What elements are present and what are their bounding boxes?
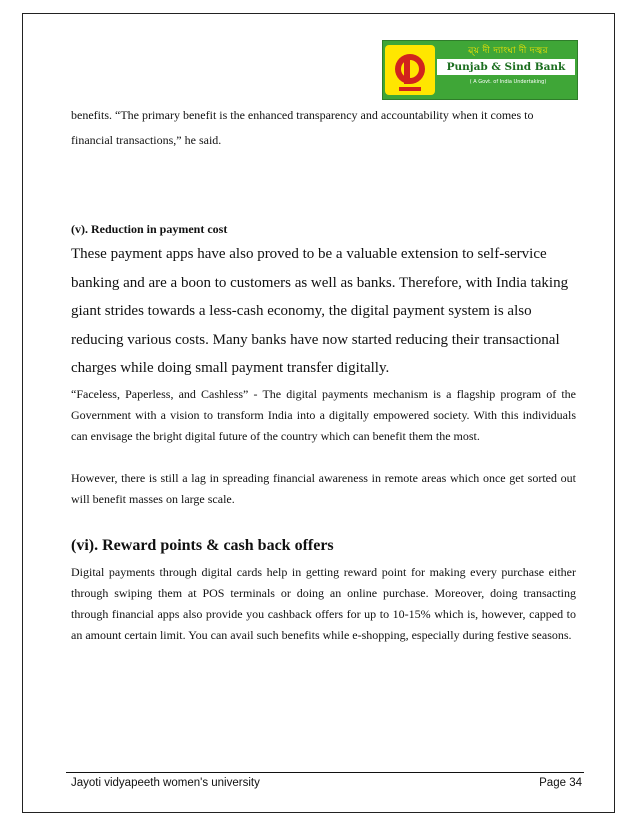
footer-page-number: Page 34	[539, 777, 582, 789]
bank-emblem-icon	[385, 45, 435, 95]
section-v-body: These payment apps have also proved to be a valuable extension to self-service banking and are a boon to customers as well as banks. Therefore, with India taking giant strides towards a less-cash economy, the digital payment system is also reducing various costs. Many banks have now started reducing their transactional charges while doing small payment transfer digitally.	[71, 246, 569, 376]
bank-tagline: ( A Govt. of India Undertaking)	[469, 79, 547, 85]
paragraph-benefits: benefits. “The primary benefit is the enhanced transparency and accountability when it comes to financial transactions,” he said.	[71, 108, 534, 147]
bank-name: Punjab & Sind Bank	[437, 59, 575, 75]
section-vi-heading: (vi). Reward points & cash back offers	[71, 537, 334, 554]
logo-script-text: ৱ্য় দী দ্যাংঘা দী দজ্বর	[468, 46, 548, 56]
section-v-heading: (v). Reduction in payment cost	[71, 222, 228, 236]
section-vi-body: Digital payments through digital cards help in getting reward point for making every purchase either through swiping them at POS terminals or doing an online purchase. Moreover, doing transacting through financial apps also provide you cashback offers for up to 10-15% which is, however, capped to an amount certain limit. You can avail such benefits while e-shopping, especially during festive seasons.	[71, 565, 576, 642]
bank-logo	[382, 40, 578, 100]
paragraph-however: However, there is still a lag in spreading financial awareness in remote areas which once get sorted out will benefit masses on large scale.	[71, 471, 576, 506]
footer-university: Jayoti vidyapeeth women's university	[71, 777, 260, 789]
footer-divider	[66, 772, 584, 773]
paragraph-faceless: “Faceless, Paperless, and Cashless” - The digital payments mechanism is a flagship program of the Government with a vision to transform India into a digitally empowered society. With this individuals can envisage the bright digital future of the country which can benefit them the most.	[71, 387, 576, 443]
